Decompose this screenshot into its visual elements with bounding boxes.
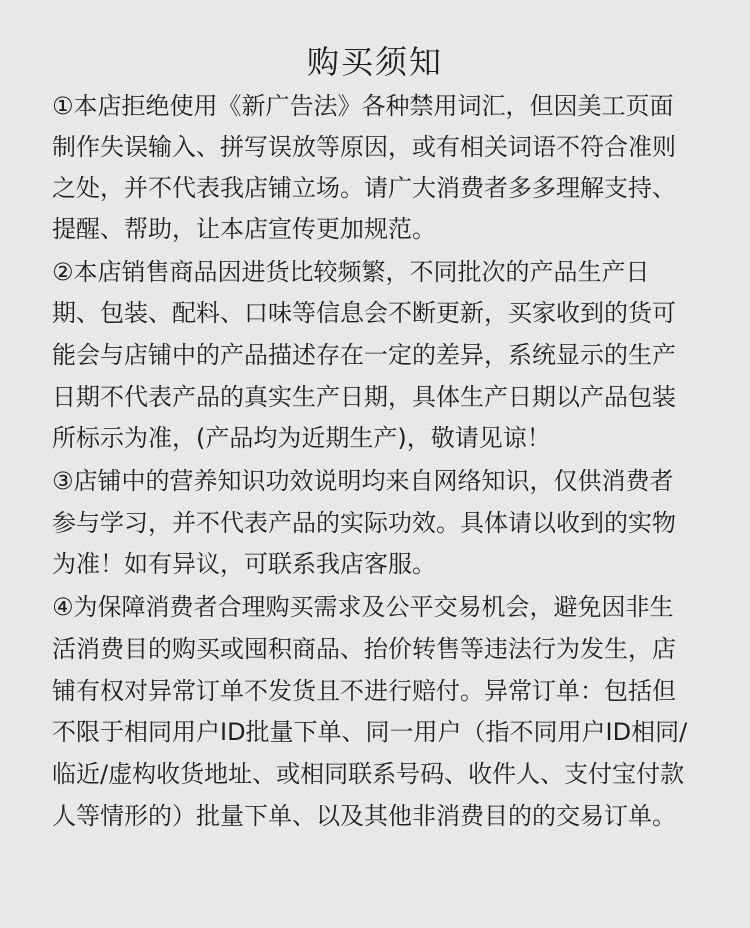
notice-line: ③店铺中的营养知识功效说明均来自网络知识，仅供消费者	[52, 467, 674, 495]
notice-line: ②本店销售商品因进货比较频繁，不同批次的产品生产日	[52, 258, 650, 286]
notice-line: 日期不代表产品的真实生产日期，具体生产日期以产品包装	[52, 383, 676, 411]
notice-line: 活消费目的购买或囤积商品、抬价转售等违法行为发生，店	[52, 635, 676, 663]
notice-line: 不限于相同用户ID批量下单、同一用户（指不同用户ID相同/	[52, 718, 688, 746]
notice-line: 参与学习，并不代表产品的实际功效。具体请以收到的实物	[52, 509, 676, 537]
notice-line: 为准！如有异议，可联系我店客服。	[52, 550, 436, 578]
notice-line: 期、包装、配料、口味等信息会不断更新，买家收到的货可	[52, 299, 676, 327]
notice-line: 之处，并不代表我店铺立场。请广大消费者多多理解支持、	[52, 174, 676, 202]
page-title: 购买须知	[306, 43, 443, 81]
notice-line: 铺有权对异常订单不发货且不进行赔付。异常订单：包括但	[52, 677, 676, 705]
notice-line: ①本店拒绝使用《新广告法》各种禁用词汇，但因美工页面	[52, 92, 674, 120]
notice-line: 提醒、帮助，让本店宣传更加规范。	[52, 215, 436, 243]
notice-line: 制作失误输入、拼写误放等原因，或有相关词语不符合准则	[52, 133, 676, 161]
notice-line: ④为保障消费者合理购买需求及公平交易机会，避免因非生	[52, 593, 674, 621]
notice-line: 所标示为准，(产品均为近期生产)，敬请见谅！	[52, 424, 551, 452]
notice-line: 能会与店铺中的产品描述存在一定的差异，系统显示的生产	[52, 341, 676, 369]
notice-line: 人等情形的）批量下单、以及其他非消费目的的交易订单。	[52, 802, 676, 830]
notice-line: 临近/虚构收货地址、或相同联系号码、收件人、支付宝付款	[52, 760, 685, 788]
